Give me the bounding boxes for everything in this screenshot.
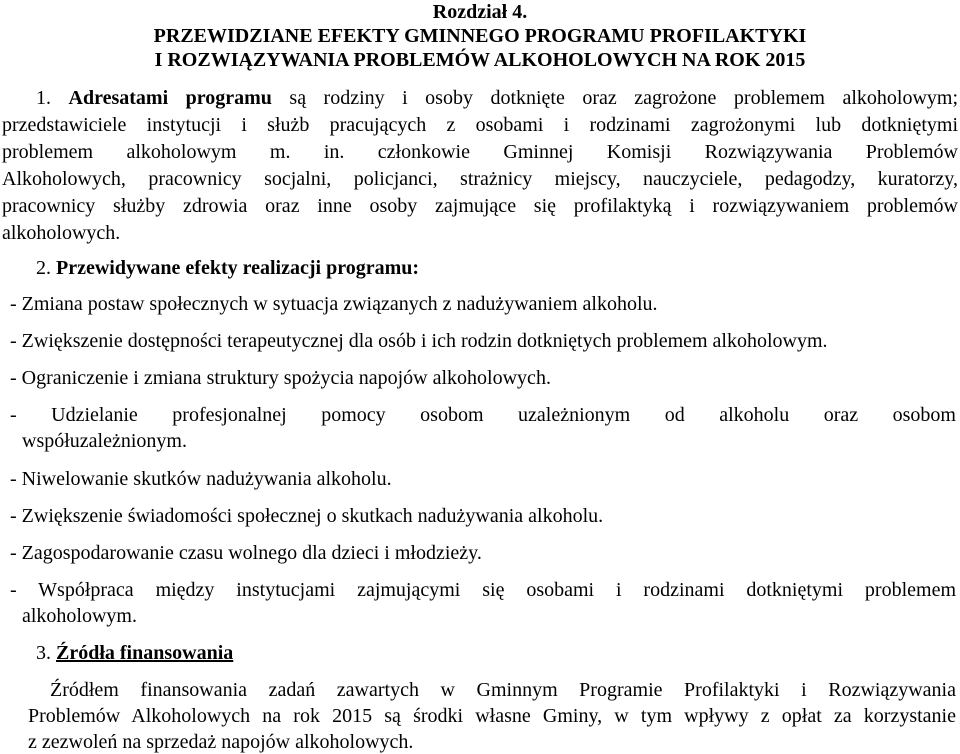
chapter-heading: Rozdział 4. xyxy=(432,1,528,23)
section-3-heading-line xyxy=(36,641,233,665)
list-item: - Zwiększenie świadomości społecznej o skutkach nadużywania alkoholu. xyxy=(10,505,604,527)
list-item: - Ograniczenie i zmiana struktury spożycia napojów alkoholowych. xyxy=(10,367,551,389)
list-item: - Niwelowanie skutków nadużywania alkoholu. xyxy=(10,468,392,490)
section-1-line-5: pracownicy służby zdrowia oraz inne osoby zajmujące się profilaktyką i rozwiązywaniem problemów xyxy=(2,195,958,217)
section-2-heading-line xyxy=(36,256,419,280)
chapter-title-line-2: I ROZWIĄZYWANIA PROBLEMÓW ALKOHOLOWYCH NA ROK 2015 xyxy=(154,49,806,71)
section-1-text: są rodziny i osoby dotknięte oraz zagrożone problemem alkoholowym; xyxy=(289,87,959,109)
section-1-number: 1. xyxy=(36,87,51,109)
section-1-line-3: problemem alkoholowym m. in. członkowie Gminnej Komisji Rozwiązywania Problemów xyxy=(2,141,958,163)
section-1-heading: Adresatami programu xyxy=(68,87,272,109)
list-item: - Zmiana postaw społecznych w sytuacja związanych z nadużywaniem alkoholu. xyxy=(10,293,658,315)
section-1-line-2: przedstawiciele instytucji i służb pracujących z osobami i rodzinami zagrożonymi lub dotkniętymi xyxy=(2,114,958,136)
list-item-continuation: współuzależnionym. xyxy=(22,430,187,452)
section-1-line-6: alkoholowych. xyxy=(2,222,121,244)
section-3-line-3: z zezwoleń na sprzedaż napojów alkoholowych. xyxy=(28,731,414,753)
chapter-title-line-1: PRZEWIDZIANE EFEKTY GMINNEGO PROGRAMU PROFILAKTYKI xyxy=(153,25,807,47)
list-item: - Zwiększenie dostępności terapeutycznej dla osób i ich rodzin dotkniętych problemem alkoholowym. xyxy=(10,330,828,352)
section-2-number: 2. xyxy=(36,257,51,279)
section-3-line-1: Źródłem finansowania zadań zawartych w Gminnym Programie Profilaktyki i Rozwiązywania xyxy=(50,679,956,701)
list-item: - Udzielanie profesjonalnej pomocy osobom uzależnionym od alkoholu oraz osobom xyxy=(10,404,956,426)
section-3-number: 3. xyxy=(36,642,51,664)
section-2-heading: Przewidywane efekty realizacji programu: xyxy=(56,257,420,279)
list-item: - Zagospodarowanie czasu wolnego dla dzieci i młodzieży. xyxy=(10,542,482,564)
list-item-continuation: alkoholowym. xyxy=(22,605,137,627)
section-3-line-2: Problemów Alkoholowych na rok 2015 są środki własne Gminy, w tym wpływy z opłat za korzystanie xyxy=(28,705,956,727)
section-1-line-1 xyxy=(36,86,958,110)
section-1-line-4: Alkoholowych, pracownicy socjalni, policjanci, strażnicy miejscy, nauczyciele, pedagodzy, kuratorzy, xyxy=(2,168,958,190)
section-3-heading: Źródła finansowania xyxy=(56,642,234,664)
list-item: - Współpraca między instytucjami zajmującymi się osobami i rodzinami dotkniętymi problemem xyxy=(10,579,956,601)
